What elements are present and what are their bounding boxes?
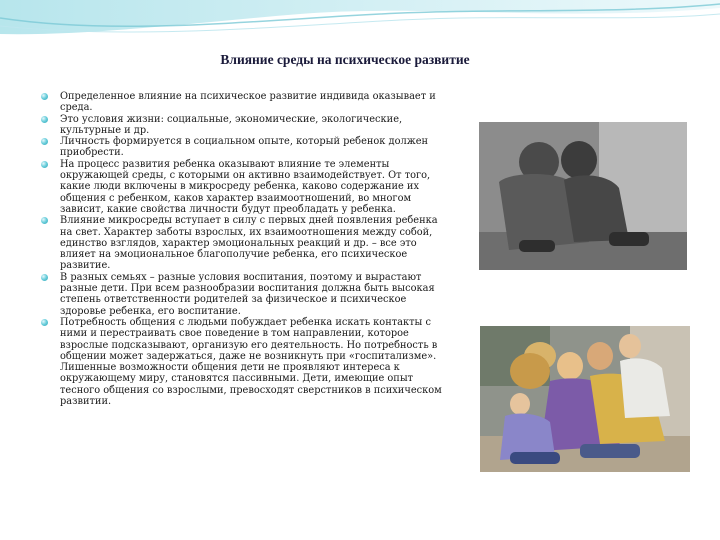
bullet-item: В разных семьях – разные условия воспитания, поэтому и вырастают разные дети. При всем разнообразии воспитания должна быть высокая степень ответственности родителей за физическое и психическое здоровье ребенка, его воспитание. <box>40 272 445 317</box>
bullet-item: Влияние микросреды вступает в силу с первых дней появления ребенка на свет. Характер заботы взрослых, их взаимоотношения между собой, единство взглядов, характер эмоциональных реакций и др. – все это влияет на эмоциональное благополучие ребенка, его психическое развитие. <box>40 215 445 271</box>
bullet-list <box>40 91 445 407</box>
bullet-item: Личность формируется в социальном опыте, который ребенок должен приобрести. <box>40 136 445 159</box>
bullet-item: Определенное влияние на психическое развитие индивида оказывает и среда. <box>40 91 445 114</box>
photo-two-children <box>479 122 687 270</box>
photo-family-with-dog <box>480 326 690 472</box>
bullet-item: Потребность общения с людьми побуждает ребенка искать контакты с ними и перестраивать свое поведение в том направлении, которое взрослые подсказывают, организую его деятельность. Но потребность в общении может задержаться, даже не возникнуть при «госпитализме». Лишенные возможности общения дети не проявляют интереса к окружающему миру, становятся пассивными. Дети, имеющие опыт тесного общения со взрослыми, превосходят сверстников в психическом развитии. <box>40 317 445 407</box>
decorative-wave-header <box>0 0 720 60</box>
page-title: Влияние среды на психическое развитие <box>220 52 470 67</box>
bullet-item: На процесс развития ребенка оказывают влияние те элементы окружающей среды, с которыми он активно взаимодействует. От того, какие люди включены в микросреду ребенка, каково содержание их общения с ребенком, каков характер взаимоотношений, во многом зависит, какие свойства личности будут преобладать у ребенка. <box>40 159 445 215</box>
bullet-item: Это условия жизни: социальные, экономические, экологические, культурные и др. <box>40 114 445 137</box>
